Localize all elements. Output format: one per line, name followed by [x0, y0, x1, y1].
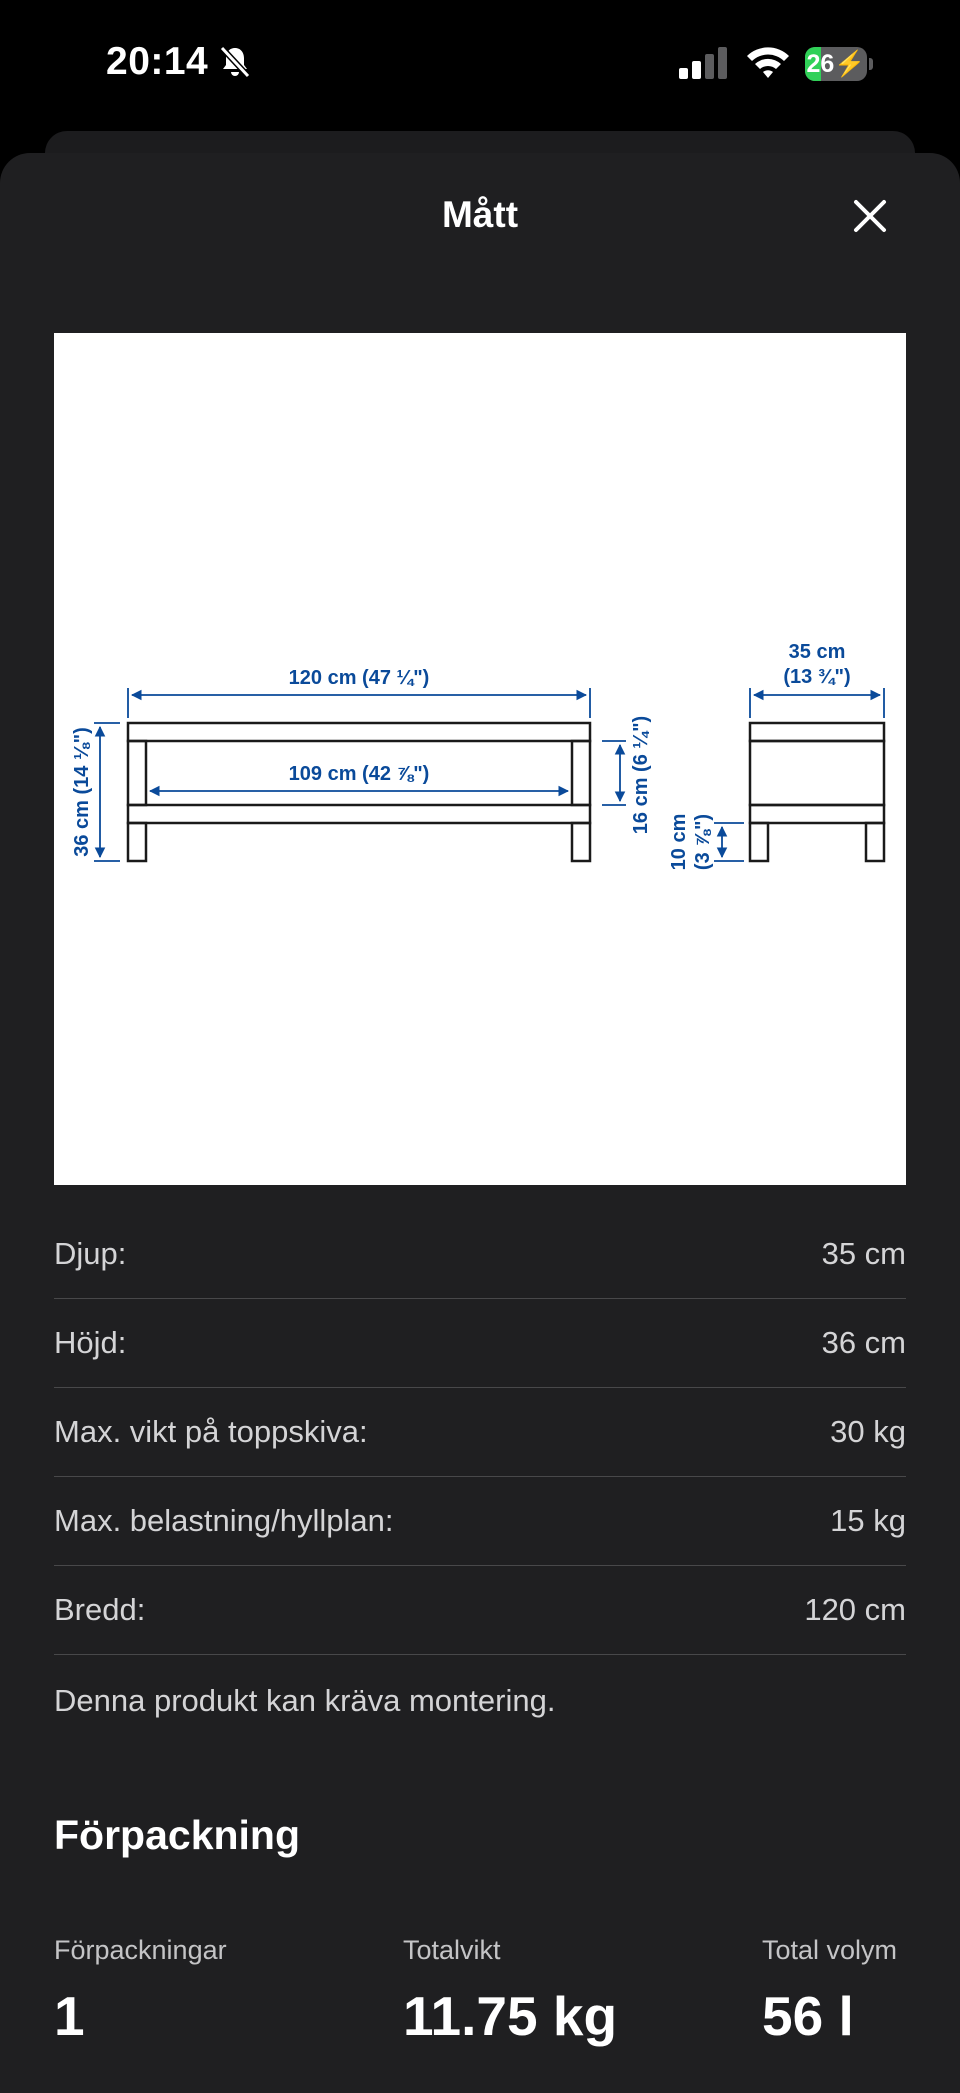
spec-label: Bredd:	[54, 1592, 146, 1627]
bell-muted-icon	[219, 45, 251, 79]
packaging-title: Förpackning	[54, 1812, 301, 1858]
spec-list	[54, 1210, 906, 1655]
bench-front-view	[128, 723, 590, 861]
total-weight	[403, 1935, 617, 2048]
spec-label: Djup:	[54, 1236, 127, 1271]
shelf-gap-label: 16 cm (6 ¼")	[630, 715, 652, 835]
spec-label: Max. belastning/hyllplan:	[54, 1503, 394, 1538]
height-total-label: 36 cm (14 ⅛")	[71, 727, 93, 857]
spec-row-max-top-weight	[54, 1388, 906, 1477]
sheet-title: Mått	[441, 194, 519, 235]
spec-row-depth	[54, 1210, 906, 1299]
total-weight-label: Totalvikt	[403, 1935, 501, 1965]
spec-label: Max. vikt på toppskiva:	[54, 1414, 368, 1449]
spec-row-max-shelf-load	[54, 1477, 906, 1566]
status-bar	[0, 0, 960, 130]
spec-row-width	[54, 1566, 906, 1655]
total-weight-value: 11.75 kg	[403, 1985, 618, 2047]
dimension-drawing	[54, 333, 906, 1185]
total-volume-label: Total volym	[762, 1935, 898, 1965]
wifi-icon	[745, 44, 791, 80]
spec-label: Höjd:	[54, 1325, 127, 1360]
width-inner-label: 109 cm (42 ⅞")	[288, 763, 430, 785]
total-volume	[762, 1935, 897, 2048]
spec-value: 35 cm	[821, 1236, 906, 1271]
battery-level-text: 26	[806, 50, 835, 78]
depth-label-cm: 35 cm	[788, 641, 846, 663]
depth-label-inch: (13 ¾")	[783, 666, 851, 688]
status-time: 20:14	[106, 40, 209, 83]
spec-value: 36 cm	[821, 1325, 906, 1360]
spec-row-height	[54, 1299, 906, 1388]
packages-label: Förpackningar	[54, 1935, 227, 1965]
packages-count	[54, 1935, 227, 2048]
close-icon[interactable]	[848, 194, 892, 238]
cellular-signal-icon	[678, 46, 730, 80]
total-volume-value: 56 l	[762, 1985, 854, 2047]
assembly-note: Denna produkt kan kräva montering.	[54, 1683, 556, 1718]
spec-value: 30 kg	[830, 1414, 906, 1449]
width-total-label: 120 cm (47 ¼")	[288, 667, 430, 689]
leg-height-label-cm: 10 cm	[668, 813, 690, 871]
packages-value: 1	[54, 1985, 85, 2047]
battery-indicator: 26⚡	[805, 47, 873, 81]
leg-height-label-inch: (3 ⅞")	[692, 813, 714, 871]
bench-side-view	[750, 723, 884, 861]
spec-value: 120 cm	[804, 1592, 906, 1627]
spec-value: 15 kg	[830, 1503, 906, 1538]
